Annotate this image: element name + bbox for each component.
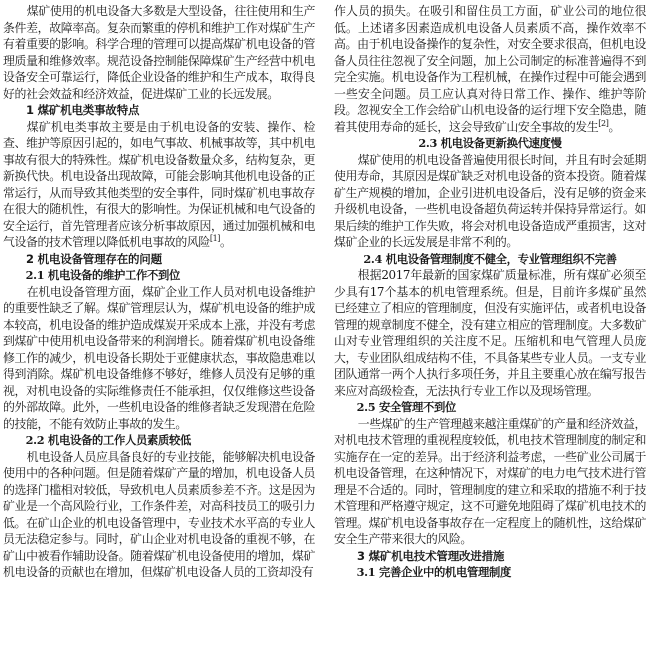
section-2-4-heading: 2.4 机电设备管理制度不健全，专业管理组织不完善 (363, 251, 617, 266)
section-1-heading: 1 煤矿机电类事故特点 (26, 103, 140, 117)
continuation-text: 作人员的损失。在吸引和留住员工方面，矿业公司的地位很低。上述诸多因素造成机电设备人员素质不高，操作效率不高。由于机电设备操作的复杂性，对安全要求很高，但机电设备人员往往忽视了安全问题，加上公司制定的标准普遍得不到完全实施。机电设备作为工程机械，在操作过程中可能会遇到一些安全问题。员工应认真对待日常工作、操作、维护等阶段。忽视安全工作会给矿山机电设备的运行埋下安全隐患，随着其使用寿命的延长，这会导致矿山安全事故的发生 (334, 4, 646, 134)
section-2-1-heading: 2.1 机电设备的维护工作不到位 (25, 268, 180, 282)
citation-2: [2] (598, 118, 609, 128)
section-1-text-end: 。 (219, 235, 232, 249)
intro-paragraph: 煤矿使用的机电设备大多数是大型设备，往往使用和生产条件差，故障率高。复杂而繁重的停机和维护工作对煤矿生产有着重要的影响。科学合理的管理可以提高煤矿机电设备的管理质量和维修效率。规范设备控制能保障煤矿生产经营中机电设备安全可靠运行，降低企业设备的维护和生产成本，取得良好的社会效益和经济效益，促进煤矿工业的长远发展。 (3, 4, 315, 101)
section-2-4-paragraph: 根据2017年最新的国家煤矿质量标准，所有煤矿必须至少具有17个基本的机电管理系统。但是，目前许多煤矿虽然已经建立了相应的管理制度，但没有实施评估，或者机电设备管理的规章制度不健全，没有建立相应的管理制度。大多数矿山对专业管理组织的关注度不足。压缩机和电气管理人员庞大，专业团队组成结构不佳，不具备某些专业人员。一支专业团队通常一两个人执行多项任务，并且主要重心放在编写报告来应对高级检查，无法执行专业工作以及现场管理。 (334, 268, 646, 398)
section-2-3-paragraph: 煤矿使用的机电设备普遍使用很长时间，并且有时会延期使用寿命，其原因是煤矿缺乏对机电设备的资本投资。随着煤矿生产规模的增加，企业引进机电设备后，没有足够的资金来升级机电设备，一些机电设备超负荷运转并保持异常运行。如果后续的维护工作失败，将会对机电设备造成严重损害，这对煤矿企业的长远发展是非常不利的。 (334, 152, 646, 249)
section-1-text: 煤矿机电类事故主要是由于机电设备的安装、操作、检查、维护等原因引起的，如电气事故、机械事故等，其中机电事故有很大的特殊性。煤矿机电设备数量众多，结构复杂，更新换代快。机电设备出现故障，可能会影响其他机电设备的正常运行，从而导致其他类型的安全事件，同时煤矿机电事故存在很大的随机性，有很大的影响性。为保证机械和电气设备的安全运行，首先管理者应该分析事故原因，通过加强机械和电气设备的技术管理以降低机电事故的风险 (3, 119, 315, 249)
section-2-3-heading: 2.3 机电设备更新换代速度慢 (418, 136, 562, 150)
section-2-5-heading: 2.5 安全管理不到位 (356, 400, 456, 414)
left-column (3, 3, 315, 581)
section-2-2-heading: 2.2 机电设备的工作人员素质较低 (25, 433, 191, 447)
section-2-1-paragraph: 在机电设备管理方面，煤矿企业工作人员对机电设备维护的重要性缺乏了解。煤矿管理层认为，煤矿机电设备的维护成本较高，机电设备的维护造成煤炭开采成本上涨，并没有考虑到煤矿中使用机电设备带来的利润增长。随着煤矿机电设备维修工作的减少，机电设备长期处于亚健康状态，事故隐患难以得到消除。煤矿机电设备维修不够好，维修人员没有足够的重视，对机电设备的实际维修责任不能承担，仅仅维修这些设备的外部故障。此外，一些机电设备的维修者缺乏发现潜在危险的技能，不能有效防止事故的发生。 (3, 284, 315, 431)
section-3-1-heading: 3.1 完善企业中的机电管理制度 (356, 565, 511, 579)
continuation-text-end: 。 (608, 119, 620, 134)
section-1-paragraph (3, 119, 315, 251)
section-2-5-paragraph: 一些煤矿的生产管理越来越注重煤矿的产量和经济效益，对机电技术管理的重视程度较低，机电技术管理制度的制定和实施存在一定的差异。出于经济利益考虑，一些矿业公司属于机电设备管理，在这种情况下，对煤矿的电力电气技术进行管理是不合适的。同时，管理制度的建立和采取的措施不利于技术管理和严格遵守规定，这不可避免地阻碍了煤矿机电技术的管理。煤矿机电设备事故存在一定程度上的随机性，这给煤矿安全生产带来很大的风险。 (334, 416, 646, 546)
citation-1: [1] (209, 234, 220, 244)
section-2-2-continuation (334, 3, 646, 135)
right-column (334, 3, 646, 581)
section-3-heading: 3 煤矿机电技术管理改进措施 (357, 548, 505, 563)
section-2-2-paragraph: 机电设备人员应具备良好的专业技能，能够解决机电设备使用中的各种问题。但是随着煤矿产量的增加，机电设备人员的选择门槛相对较低，导致机电人员素质参差不齐。这是因为矿业是一个高风险行业，工作条件差，对高科技员工的吸引力低。在矿山企业的机电设备管理中，专业技术水平高的专业人员无法稳定参与。同时，矿山企业对机电设备的重视不够，在矿山中被看作辅助设备。随着煤矿机电设备使用的增加，煤矿机电设备的贡献也在增加，但煤矿机电设备人员的工资却没有 (3, 449, 315, 579)
section-2-heading: 2 机电设备管理存在的问题 (26, 251, 162, 266)
